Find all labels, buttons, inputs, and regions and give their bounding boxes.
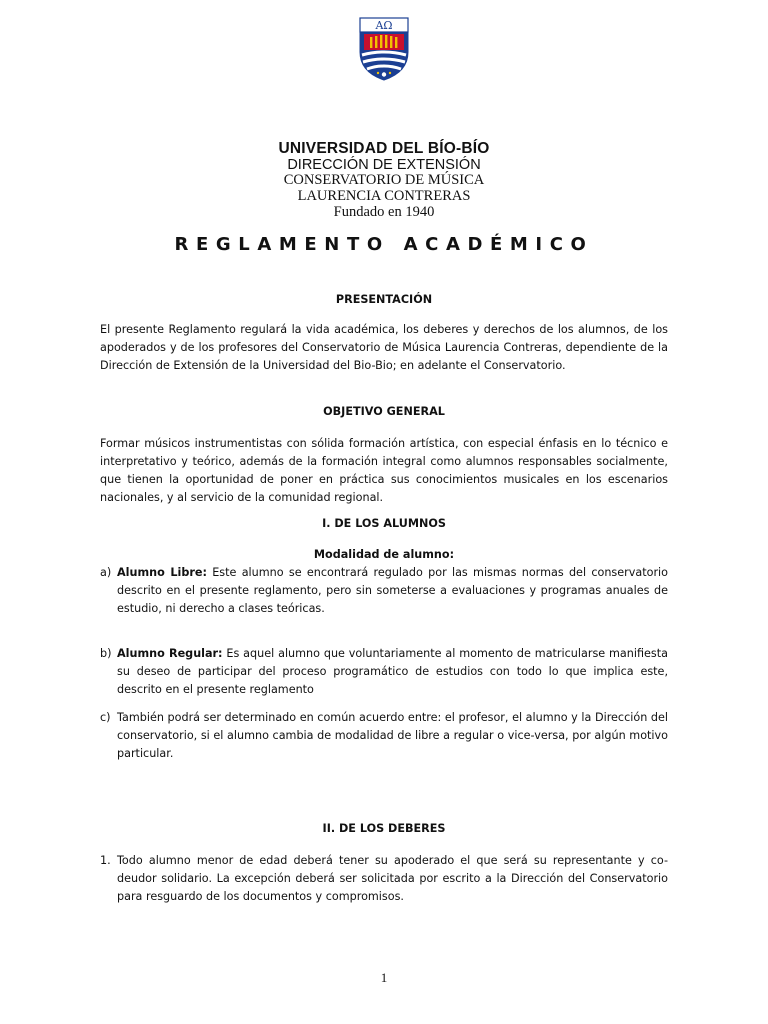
list-item-label: Alumno Regular:: [117, 647, 223, 660]
list-marker: 1.: [100, 854, 111, 867]
section-heading-deberes: II. DE LOS DEBERES: [322, 822, 446, 835]
list-item-text: Este alumno se encontrará regulado por las mismas normas del conservatorio descrito en el presente reglamento, pero sin someterse a evaluaciones y programas anuales de estudio, ni derecho a clases teóricas.: [117, 566, 668, 615]
founded-line: Fundado en 1940: [333, 204, 435, 220]
section-heading-objetivo: OBJETIVO GENERAL: [323, 405, 445, 418]
list-item-label: Alumno Libre:: [117, 566, 207, 579]
direction-name: DIRECCIÓN DE EXTENSIÓN: [287, 157, 481, 173]
conservatory-person-name: LAURENCIA CONTRERAS: [297, 188, 471, 204]
logo-letters: AΩ: [375, 19, 393, 32]
university-name: UNIVERSIDAD DEL BÍO-BÍO: [278, 140, 490, 157]
list-item-text: Todo alumno menor de edad deberá tener su apoderado el que será su representante y co-deudor solidario. La excepción deberá ser solicitada por escrito a la Dirección del Conservatorio para resguardo de los documentos y compromisos.: [117, 854, 668, 903]
objetivo-paragraph: Formar músicos instrumentistas con sólida formación artística, con especial énfasis en lo técnico e interpretativo y teórico, además de la formación integral como alumnos responsables socialmente, que tienen la oportunidad de poner en práctica sus conocimientos musicales en los escenarios nacionales, y al servicio de la comunidad regional.: [100, 437, 668, 504]
section-heading-alumnos: I. DE LOS ALUMNOS: [322, 517, 446, 530]
list-item-alumno-regular: [100, 645, 668, 699]
list-item-text: Es aquel alumno que voluntariamente al momento de matricularse manifiesta su deseo de participar del proceso programático de estudios con todo lo que implica este, descrito en el presente reglamento: [117, 647, 668, 696]
list-item-cambio-modalidad: [100, 709, 668, 763]
list-item-alumno-libre: [100, 564, 668, 618]
presentacion-paragraph: El presente Reglamento regulará la vida académica, los deberes y derechos de los alumnos, de los apoderados y de los profesores del Conservatorio de Música Laurencia Contreras, dependiente de la Dirección de Extensión de la Universidad del Bio-Bio; en adelante el Conservatorio.: [100, 323, 668, 372]
list-marker: c): [100, 711, 111, 724]
list-marker: a): [100, 566, 112, 579]
list-item-text: También podrá ser determinado en común acuerdo entre: el profesor, el alumno y la Dirección del conservatorio, si el alumno cambia de modalidad de libre a regular o vice-versa, por algún motivo particular.: [117, 711, 668, 760]
page-number: 1: [380, 970, 388, 985]
list-marker: b): [100, 647, 112, 660]
conservatory-name: CONSERVATORIO DE MÚSICA: [283, 172, 485, 188]
section-heading-presentacion: PRESENTACIÓN: [335, 293, 433, 306]
subheading-modalidad: Modalidad de alumno:: [313, 548, 455, 561]
document-title: REGLAMENTO ACADÉMICO: [174, 234, 594, 255]
university-shield-logo: [358, 16, 410, 82]
list-item-deber-1: [100, 852, 668, 906]
